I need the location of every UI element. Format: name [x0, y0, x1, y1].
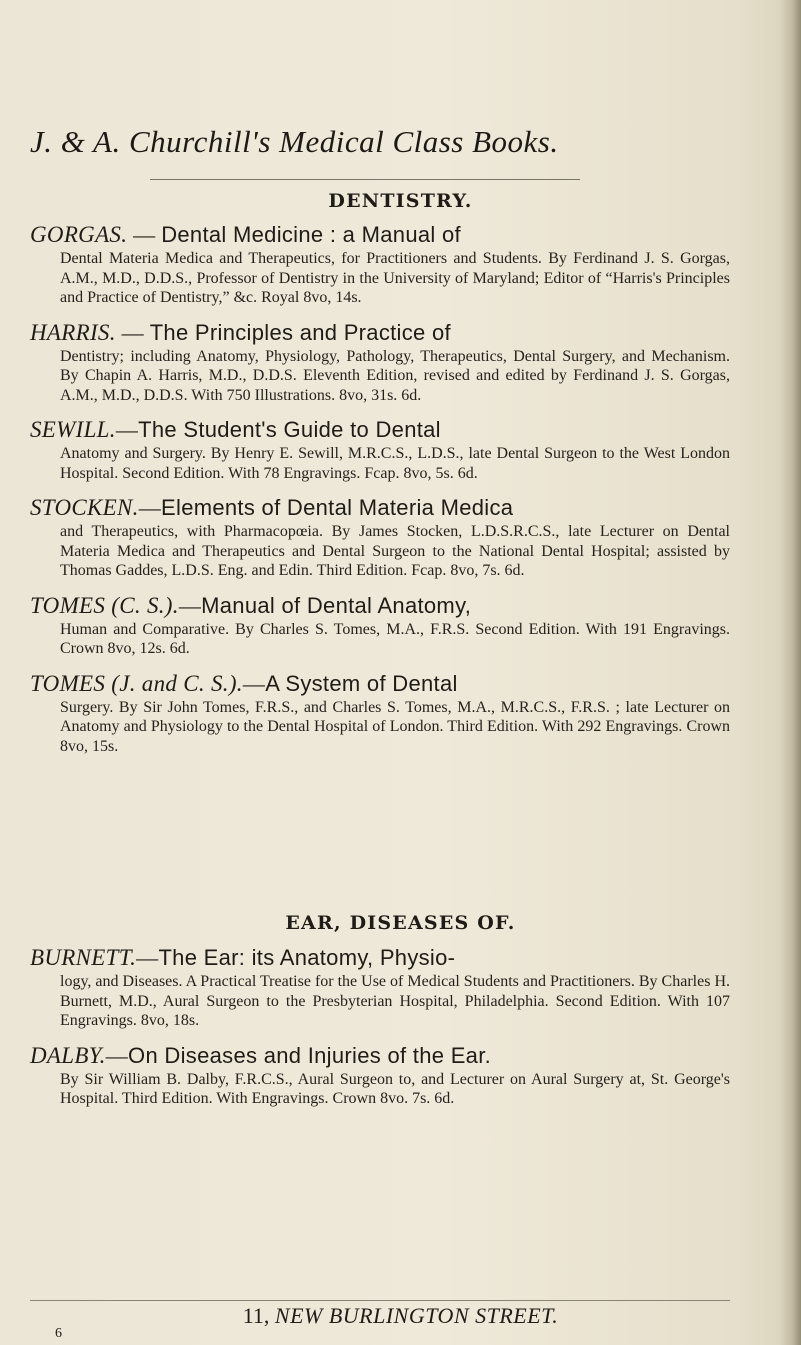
entry-stocken	[30, 494, 730, 581]
entry-dalby	[30, 1042, 730, 1109]
entry-author: DALBY.	[30, 1042, 106, 1068]
running-header: J. & A. Churchill's Medical Class Books.	[30, 124, 559, 159]
entry-title: Dental Medicine : a Manual of	[161, 222, 461, 247]
entry-author: TOMES (C. S.).	[30, 592, 179, 618]
address-number: 11,	[242, 1303, 270, 1328]
entry-separator: —	[127, 222, 162, 247]
entry-separator: —	[115, 417, 139, 442]
entry-body: Human and Comparative. By Charles S. Tomes, M.A., F.R.S. Second Edition. With 191 Engravings. Crown 8vo, 12s. 6d.	[60, 620, 730, 657]
entry-separator: —	[115, 319, 150, 345]
entry-tomes-cs	[30, 592, 730, 659]
entry-separator: —	[136, 945, 159, 970]
address-street: NEW BURLINGTON STREET.	[274, 1303, 559, 1328]
dentistry-entries	[30, 221, 730, 767]
entry-author: GORGAS.	[30, 222, 128, 247]
entry-body: Surgery. By Sir John Tomes, F.R.S., and Charles S. Tomes, M.A., M.R.C.S., F.R.S. ; late Lecturer on Anatomy and Physiology to the Dental Hospital of London. Third Edition. With 292 Engravings. Crown 8vo, 15s.	[60, 698, 730, 755]
entry-harris	[30, 319, 730, 406]
entry-separator: —	[242, 670, 266, 696]
entry-title: The Ear: its Anatomy, Physio-	[158, 945, 456, 970]
entry-author: TOMES (J. and C. S.).	[30, 670, 243, 696]
entry-author: STOCKEN.	[30, 495, 139, 520]
entry-body: Dental Materia Medica and Therapeutics, for Practitioners and Students. By Ferdinand J. S. Gorgas, A.M., M.D., D.D.S., Professor of Dentistry in the University of Maryland; Editor of “Harris's Principles and Practice of Dentistry,” &c. Royal 8vo, 14s.	[60, 250, 730, 306]
ear-entries	[30, 944, 730, 1120]
entry-body: By Sir William B. Dalby, F.R.C.S., Aural Surgeon to, and Lecturer on Aural Surgery at, St. George's Hospital. Third Edition. With Engravings. Crown 8vo. 7s. 6d.	[60, 1070, 730, 1107]
entry-separator: —	[105, 1042, 129, 1068]
entry-author: SEWILL.	[30, 417, 116, 442]
entry-body: Dentistry; including Anatomy, Physiology, Pathology, Therapeutics, Dental Surgery, and Mechanism. By Chapin A. Harris, M.D., D.D.S. Eleventh Edition, revised and edited by Ferdinand J. S. Gorgas, A.M., M.D., D.D.S. With 750 Illustrations. 8vo, 31s. 6d.	[60, 347, 730, 404]
entry-title: On Diseases and Injuries of the Ear.	[128, 1042, 492, 1068]
header-rule	[150, 179, 580, 180]
entry-body: and Therapeutics, with Pharmacopœia. By James Stocken, L.D.S.R.C.S., late Lecturer on Dental Materia Medica and Therapeutics and Dental Surgeon to the National Dental Hospital; assisted by Thomas Gaddes, L.D.S. Eng. and Edin. Third Edition. Fcap. 8vo, 7s. 6d.	[60, 523, 730, 579]
entry-title: The Principles and Practice of	[149, 319, 451, 345]
entry-title: Manual of Dental Anatomy,	[201, 592, 472, 618]
page-number: 6	[55, 1326, 62, 1341]
entry-title: Elements of Dental Materia Medica	[161, 495, 514, 520]
entry-separator: —	[178, 592, 202, 618]
entry-author: HARRIS.	[30, 319, 116, 345]
entry-body: logy, and Diseases. A Practical Treatise for the Use of Medical Students and Practitioners. By Charles H. Burnett, M.D., Aural Surgeon to the Presbyterian Hospital, Philadelphia. Second Edition. With 107 Engravings. 8vo, 18s.	[60, 973, 730, 1029]
entry-title: A System of Dental	[265, 670, 458, 696]
section-title-dentistry: DENTISTRY.	[328, 190, 473, 212]
publisher-address	[0, 1303, 801, 1329]
footer-rule	[30, 1300, 730, 1301]
entry-title: The Student's Guide to Dental	[138, 417, 441, 442]
entry-author: BURNETT.	[30, 945, 137, 970]
entry-separator: —	[138, 495, 162, 520]
entry-burnett	[30, 944, 730, 1031]
entry-tomes-j-cs	[30, 670, 730, 757]
entry-sewill	[30, 416, 730, 483]
section-title-ear: EAR, DISEASES OF.	[285, 912, 516, 934]
entry-body: Anatomy and Surgery. By Henry E. Sewill, M.R.C.S., L.D.S., late Dental Surgeon to the West London Hospital. Second Edition. With 78 Engravings. Fcap. 8vo, 5s. 6d.	[60, 445, 730, 482]
entry-gorgas	[30, 221, 730, 308]
